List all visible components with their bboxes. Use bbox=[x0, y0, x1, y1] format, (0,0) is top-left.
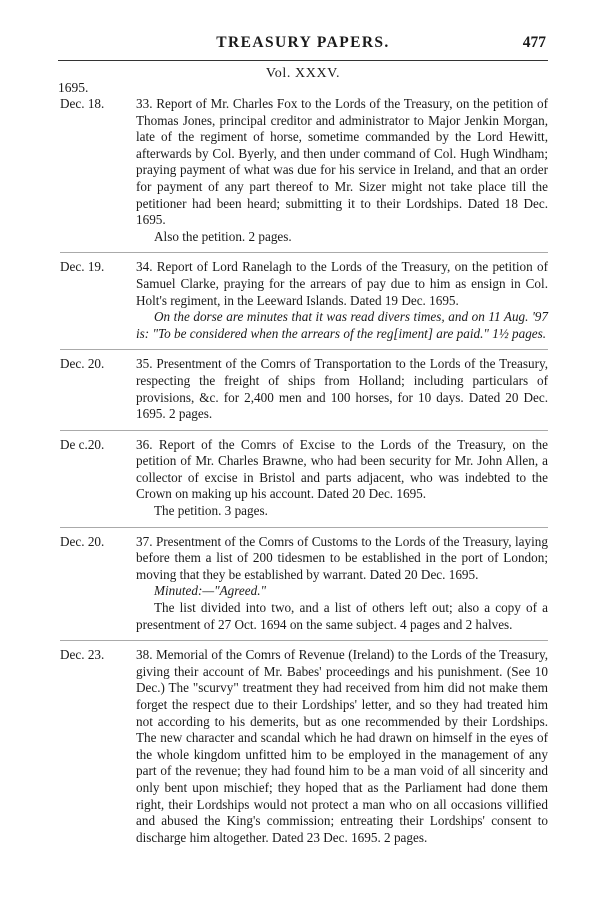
entry-note: On the dorse are minutes that it was read divers times, and on 11 Aug. '97 is: "To be considered when the arrears of the reg[iment] are paid." 1½ pages. bbox=[136, 309, 548, 341]
entry-divider bbox=[60, 640, 548, 641]
entry-date: De c.20. bbox=[60, 436, 105, 452]
entry-36 bbox=[0, 437, 606, 520]
entries-list bbox=[0, 96, 606, 853]
entry-text: 36. Report of the Comrs of Excise to the Lords of the Treasury, on the petition of Mr. Charles Brawne, who had been security for Mr. John Allen, a collector of excise in Bristol and parts adjacent, who was indebted to the Crown on making up his account. Dated 20 Dec. 1695. bbox=[136, 436, 548, 502]
volume-heading: Vol. XXXV. bbox=[265, 66, 341, 81]
running-head bbox=[0, 34, 606, 54]
entry-date: Dec. 19. bbox=[60, 259, 105, 275]
entry-date: Dec. 20. bbox=[60, 356, 105, 372]
entry-34 bbox=[0, 259, 606, 342]
entry-body bbox=[136, 96, 548, 245]
entry-note: Also the petition. 2 pages. bbox=[154, 228, 292, 244]
entry-minute: Minuted:—"Agreed." bbox=[154, 583, 267, 599]
entry-body bbox=[136, 259, 548, 342]
entry-divider bbox=[60, 349, 548, 350]
entry-divider bbox=[60, 430, 548, 431]
entry-divider bbox=[60, 527, 548, 528]
entry-note: The petition. 3 pages. bbox=[154, 503, 268, 519]
entry-body bbox=[136, 356, 548, 422]
entry-date: Dec. 20. bbox=[60, 533, 105, 549]
entry-note: The list divided into two, and a list of others left out; also a copy of a presentment of 27 Oct. 1694 on the same subject. 4 pages and 2 halves. bbox=[136, 600, 548, 632]
entry-text: 34. Report of Lord Ranelagh to the Lords of the Treasury, on the petition of Samuel Clarke, praying for the arrears of pay due to him as ensign in Col. Holt's regiment, in the Leeward Islands. Dated 19 Dec. 1695. bbox=[136, 259, 548, 308]
entry-text: 33. Report of Mr. Charles Fox to the Lords of the Treasury, on the petition of Thomas Jones, principal creditor and administrator to Major Jenkin Morgan, late of the regiment of horse, sometime commanded by the Lord Hewitt, afterwards by Col. Byerly, and then under command of Col. Hugh Windham; praying payment of what was due for his service in Ireland, and that an order for payment of any part thereof to Mr. Sizer might not take place till the petitioner had been heard; submitting it to their Lordships. Dated 18 Dec. 1695. bbox=[136, 96, 548, 228]
entry-38 bbox=[0, 647, 606, 846]
entry-body bbox=[136, 437, 548, 520]
page-number: 477 bbox=[522, 34, 546, 51]
entry-text: 37. Presentment of the Comrs of Customs to the Lords of the Treasury, laying before them a list of 200 tidesmen to be established in the port of London; moving that they be established by warrant. Dated 20 Dec. 1695. bbox=[136, 533, 548, 582]
entry-date: Dec. 23. bbox=[60, 647, 105, 663]
header-rule bbox=[58, 60, 548, 61]
entry-body bbox=[136, 534, 548, 634]
entry-33 bbox=[0, 96, 606, 245]
entry-body bbox=[136, 647, 548, 846]
entry-35 bbox=[0, 356, 606, 422]
year-label: 1695. bbox=[58, 80, 89, 95]
entry-37 bbox=[0, 534, 606, 634]
entry-text: 35. Presentment of the Comrs of Transportation to the Lords of the Treasury, respecting the freight of ships from Holland; including particulars of provisions, &c. for 2,400 men and 100 horses, for 10 days. Dated 20 Dec. 1695. 2 pages. bbox=[136, 356, 548, 422]
entry-date: Dec. 18. bbox=[60, 96, 105, 111]
entry-text: 38. Memorial of the Comrs of Revenue (Ireland) to the Lords of the Treasury, giving their account of Mr. Babes' proceedings and his punishment. (See 10 Dec.) The "scurvy" treatment they had received from him did not make them forget the respect due to their Lordships' letter, and so they had treated him not according to his demerits, but as one recommended by their Lordships. The new character and scandal which he had drawn on himself in the eyes of the whole kingdom unfitted him to be employed in the management of any part of the revenue; they had found him to be a man void of all sincerity and only bent upon mischief; they hoped that as the Parliament had done them right, their Lordships would not protect a man who on all occasions villified and abused the King's commission; entreating their Lordships' consent to discharge him altogether. Dated 23 Dec. 1695. 2 pages. bbox=[136, 647, 548, 845]
running-title: TREASURY PAPERS. bbox=[216, 34, 390, 51]
entry-divider bbox=[60, 252, 548, 253]
